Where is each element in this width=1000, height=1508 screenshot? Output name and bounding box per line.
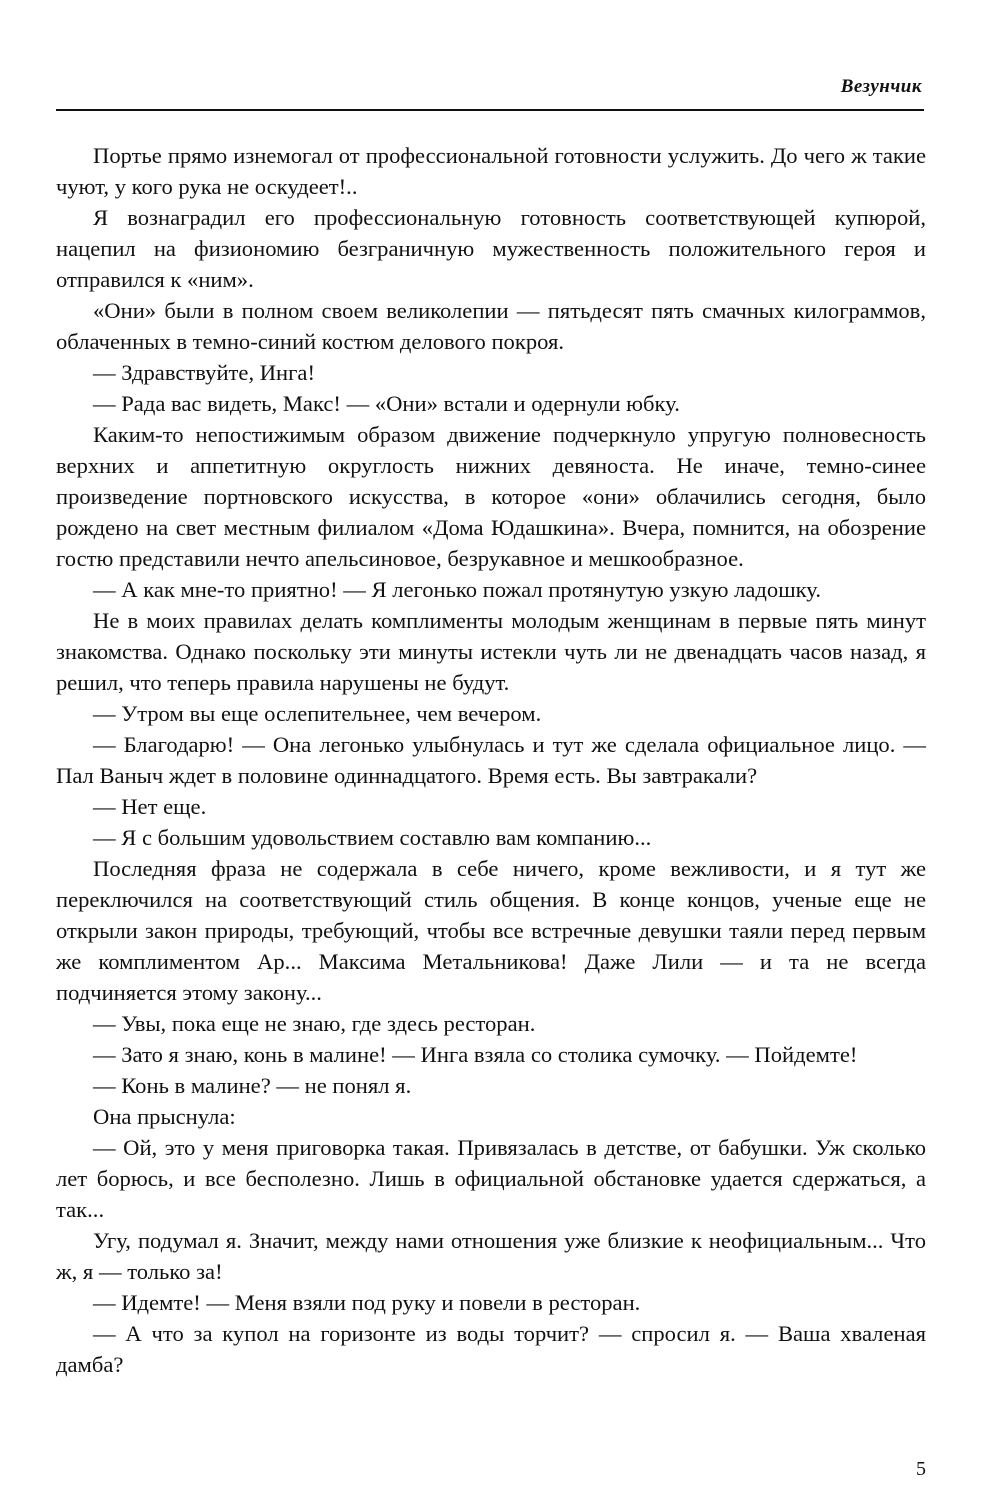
paragraph: Угу, подумал я. Значит, между нами отношения уже близкие к неофициальным... Что ж, я — только за! <box>56 1228 926 1284</box>
paragraph: — Рада вас видеть, Макс! — «Они» встали и одернули юбку. <box>93 391 680 416</box>
paragraph: — Увы, пока еще не знаю, где здесь ресторан. <box>93 1011 536 1036</box>
paragraph: Она прыснула: <box>93 1104 236 1129</box>
paragraph: Каким-то непостижимым образом движение подчеркнуло упругую полновесность верхних и аппетитную округлость нижних девяноста. Не иначе, темно-синее произведение портновского искусства, в которое «они» облачились сегодня, было рождено на свет местным филиалом «Дома Юдашкина». Вчера, помнится, на обозрение гостю представили нечто апельсиновое, безрукавное и мешкообразное. <box>56 422 926 571</box>
paragraph: Последняя фраза не содержала в себе ничего, кроме вежливости, и я тут же переключился на соответствующий стиль общения. В конце концов, ученые еще не открыли закон природы, требующий, чтобы все встречные девушки таяли перед первым же комплиментом Ар... Максима Метальникова! Даже Лили — и та не всегда подчиняется этому закону... <box>56 856 926 1005</box>
paragraph: Портье прямо изнемогал от профессиональной готовности услужить. До чего ж такие чуют, у кого рука не оскудеет!.. <box>56 143 926 199</box>
paragraph: — Зато я знаю, конь в малине! — Инга взяла со столика сумочку. — Пойдемте! <box>93 1042 858 1067</box>
paragraph: — Нет еще. <box>93 794 207 819</box>
text-body <box>56 140 926 1380</box>
paragraph: — Благодарю! — Она легонько улыбнулась и тут же сделала официальное лицо. — Пал Ваныч ждет в половине одиннадцатого. Время есть. Вы завтракали? <box>56 732 926 788</box>
paragraph: — А что за купол на горизонте из воды торчит? — спросил я. — Ваша хваленая дамба? <box>56 1321 926 1377</box>
running-head: Везунчик <box>840 76 922 97</box>
header-rule <box>56 109 924 111</box>
paragraph: — Ой, это у меня приговорка такая. Привязалась в детстве, от бабушки. Уж сколько лет борюсь, и все бесполезно. Лишь в официальной обстановке удается сдержаться, а так... <box>56 1135 926 1222</box>
page-number: 5 <box>916 1458 926 1480</box>
paragraph: — А как мне-то приятно! — Я легонько пожал протянутую узкую ладошку. <box>93 577 821 602</box>
paragraph: — Идемте! — Меня взяли под руку и повели в ресторан. <box>93 1290 641 1315</box>
paragraph: «Они» были в полном своем великолепии — пятьдесят пять смачных килограммов, облаченных в темно-синий костюм делового покроя. <box>56 298 926 354</box>
paragraph: Я вознаградил его профессиональную готовность соответствующей купюрой, нацепил на физиономию безграничную мужественность положительного героя и отправился к «ним». <box>56 205 926 292</box>
paragraph: Не в моих правилах делать комплименты молодым женщинам в первые пять минут знакомства. Однако поскольку эти минуты истекли чуть ли не двенадцать часов назад, я решил, что теперь правила нарушены не будут. <box>56 608 926 695</box>
paragraph: — Здравствуйте, Инга! <box>93 360 315 385</box>
paragraph: — Конь в малине? — не понял я. <box>93 1073 412 1098</box>
paragraph: — Я с большим удовольствием составлю вам компанию... <box>93 825 652 850</box>
paragraph: — Утром вы еще ослепительнее, чем вечером. <box>93 701 542 726</box>
